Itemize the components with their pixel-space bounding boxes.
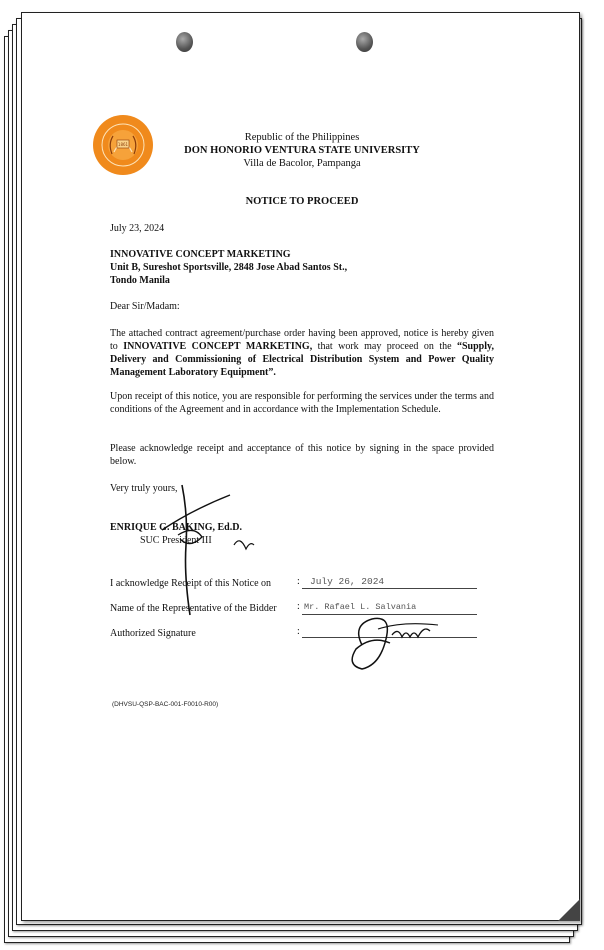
signature-label: Authorized Signature xyxy=(110,628,196,639)
receipt-date-field: July 26, 2024 xyxy=(302,576,477,589)
representative-label: Name of the Representative of the Bidder xyxy=(110,603,277,614)
document-code: (DHVSU-QSP-BAC-001-F0010-R00) xyxy=(112,701,219,708)
representative-colon: : xyxy=(297,601,300,612)
notice-date: July 23, 2024 xyxy=(110,223,165,234)
recipient-company: INNOVATIVE CONCEPT MARKETING xyxy=(110,249,291,260)
punch-hole-left xyxy=(176,32,193,52)
recipient-address-2: Tondo Manila xyxy=(110,275,170,286)
seal-year: 1861 xyxy=(117,142,129,147)
signatory-title: SUC President III xyxy=(140,535,212,546)
bidder-signature xyxy=(342,605,452,675)
header-university: DON HONORIO VENTURA STATE UNIVERSITY xyxy=(184,145,420,156)
representative-name-field: Mr. Rafael L. Salvania xyxy=(302,602,477,615)
notice-title: NOTICE TO PROCEED xyxy=(245,196,359,207)
page-corner-fold xyxy=(558,899,580,921)
header-location: Villa de Bacolor, Pampanga xyxy=(243,158,361,169)
paragraph-3: Please acknowledge receipt and acceptance of this notice by signing in the space provided below. xyxy=(110,443,494,467)
paragraph-2: Upon receipt of this notice, you are responsible for performing the services under the terms and conditions of the Agreement and in accordance with the Implementation Schedule. xyxy=(110,391,494,415)
recipient-address-1: Unit B, Sureshot Sportsville, 2848 Jose Abad Santos St., xyxy=(110,262,348,273)
signatory-name: ENRIQUE G. BAKING, Ed.D. xyxy=(110,522,242,533)
punch-hole-right xyxy=(356,32,373,52)
receipt-colon: : xyxy=(297,576,300,587)
receipt-label: I acknowledge Receipt of this Notice on xyxy=(110,578,272,589)
signature-colon: : xyxy=(297,626,300,637)
paragraph-1: The attached contract agreement/purchase order having been approved, notice is hereby given to INNOVATIVE CONCEPT MARKETING, that work may proceed on the “Supply, Delivery and Commissioning of Electrical Distribution System and Power Quality Management Laboratory Equipment”. xyxy=(110,328,494,378)
closing: Very truly yours, xyxy=(110,483,178,494)
document-page xyxy=(21,12,580,921)
salutation: Dear Sir/Madam: xyxy=(110,301,180,312)
university-seal xyxy=(92,114,154,176)
header-country: Republic of the Philippines xyxy=(244,132,360,143)
